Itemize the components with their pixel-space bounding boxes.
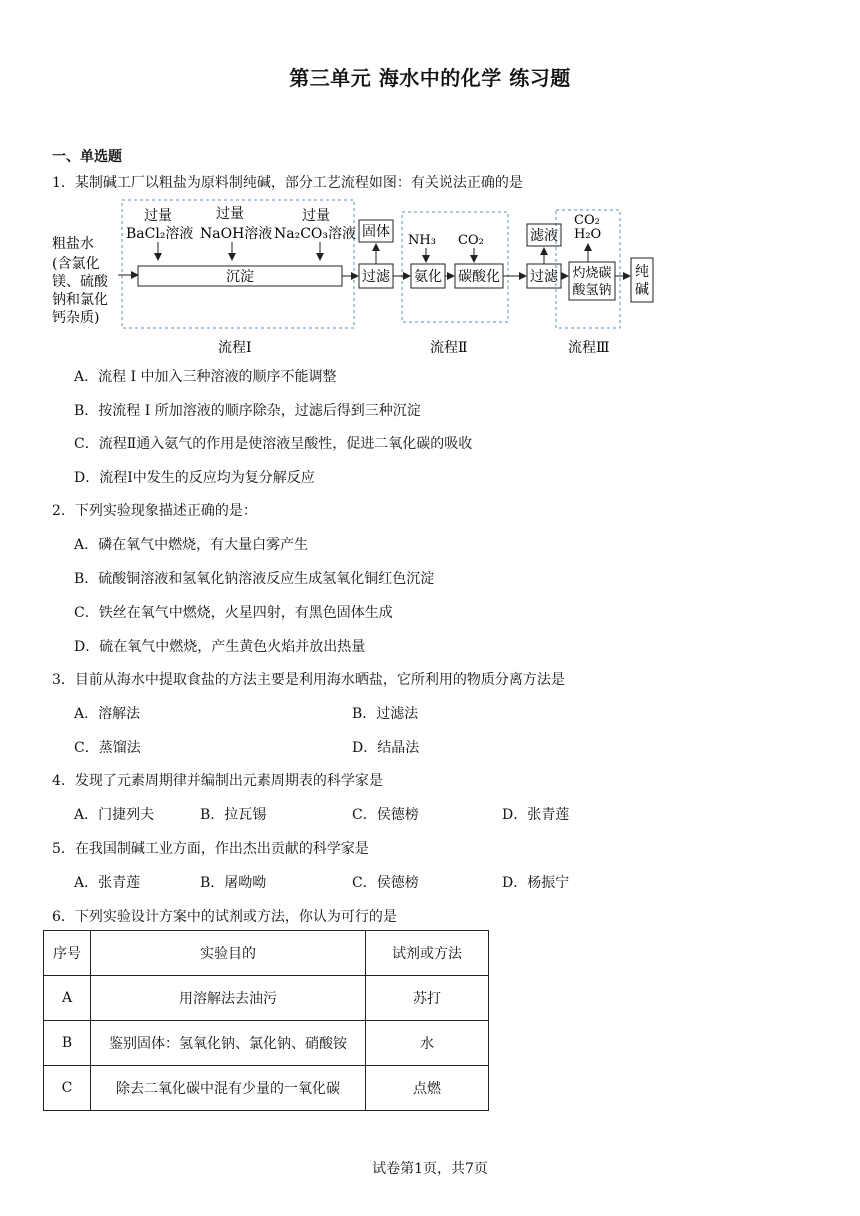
table-row <box>44 1066 489 1111</box>
question-4-stem: 4．发现了元素周期律并编制出元素周期表的科学家是 <box>52 773 383 789</box>
question-2-stem: 2．下列实验现象描述正确的是： <box>52 503 257 519</box>
q3-option-a: A．溶解法 <box>74 706 141 722</box>
filter-box-1: 过滤 <box>362 269 390 285</box>
q1-option-b: B．按流程 Ⅰ 所加溶液的顺序除杂，过滤后得到三种沉淀 <box>74 403 421 419</box>
process-1-label: 流程Ⅰ <box>218 340 252 356</box>
input-line-5: 钙杂质) <box>52 310 100 326</box>
table-header-cell: 试剂或方法 <box>366 931 489 976</box>
table-cell: 水 <box>366 1021 489 1066</box>
q5-option-c: C．侯德榜 <box>352 875 419 891</box>
q2-option-c: C．铁丝在氧气中燃烧，火星四射，有黑色固体生成 <box>74 605 393 621</box>
question-5-stem: 5．在我国制碱工业方面，作出杰出贡献的科学家是 <box>52 841 369 857</box>
reagent-3-amount: 过量 <box>302 208 330 224</box>
q1-option-c: C．流程Ⅱ通入氨气的作用是使溶液呈酸性，促进二氧化碳的吸收 <box>74 436 473 452</box>
reagent-3-name: Na₂CO₃溶液 <box>274 226 357 242</box>
table-cell: 用溶解法去油污 <box>91 976 366 1021</box>
q4-option-d: D．张青莲 <box>502 807 570 823</box>
question-6-stem: 6．下列实验设计方案中的试剂或方法，你认为可行的是 <box>52 909 397 925</box>
calcine-line-2: 酸氢钠 <box>572 283 612 298</box>
co2-out-label: CO₂ <box>574 213 600 228</box>
table-row <box>44 976 489 1021</box>
table-cell: 点燃 <box>366 1066 489 1111</box>
process-flow-diagram <box>50 198 660 358</box>
h2o-out-label: H₂O <box>574 227 602 242</box>
calcine-line-1: 灼烧碳 <box>572 266 612 281</box>
process-3-label: 流程Ⅲ <box>568 340 610 356</box>
table-cell: C <box>44 1066 91 1111</box>
q3-option-d: D．结晶法 <box>352 740 420 756</box>
table-cell: B <box>44 1021 91 1066</box>
table-cell: 除去二氧化碳中混有少量的一氧化碳 <box>91 1066 366 1111</box>
reagent-2-amount: 过量 <box>216 206 244 222</box>
co2-in-label: CO₂ <box>458 233 484 248</box>
table-cell: 鉴别固体：氢氧化钠、氯化钠、硝酸铵 <box>91 1021 366 1066</box>
carbonation-box: 碳酸化 <box>458 269 500 285</box>
input-line-1: 粗盐水 <box>52 236 94 252</box>
table-header-cell: 序号 <box>44 931 91 976</box>
q1-option-d: D．流程Ⅰ中发生的反应均为复分解反应 <box>74 470 315 486</box>
input-line-2: (含氯化 <box>52 256 100 272</box>
q5-option-d: D．杨振宁 <box>502 875 570 891</box>
reagent-1-name: BaCl₂溶液 <box>126 226 194 242</box>
q2-option-d: D．硫在氧气中燃烧，产生黄色火焰并放出热量 <box>74 639 366 655</box>
q4-option-b: B．拉瓦锡 <box>200 807 267 823</box>
table-cell: A <box>44 976 91 1021</box>
process-2-label: 流程Ⅱ <box>430 340 468 356</box>
solid-box: 固体 <box>362 224 390 240</box>
table-cell: 苏打 <box>366 976 489 1021</box>
q1-option-a: A．流程 Ⅰ 中加入三种溶液的顺序不能调整 <box>74 369 337 385</box>
reagent-2-name: NaOH溶液 <box>200 226 273 242</box>
table-header-cell: 实验目的 <box>91 931 366 976</box>
filter-box-2: 过滤 <box>530 269 558 285</box>
reagent-1-amount: 过量 <box>144 208 172 224</box>
table-row <box>44 1021 489 1066</box>
nh3-label: NH₃ <box>408 233 436 248</box>
q2-option-b: B．硫酸铜溶液和氢氧化钠溶液反应生成氢氧化铜红色沉淀 <box>74 571 435 587</box>
filtrate-box: 滤液 <box>530 228 558 244</box>
q3-option-c: C．蒸馏法 <box>74 740 141 756</box>
q4-option-a: A．门捷列夫 <box>74 807 155 823</box>
input-line-3: 镁、硫酸 <box>52 274 108 290</box>
section-heading: 一、单选题 <box>52 149 122 165</box>
q5-option-a: A．张青莲 <box>74 875 141 891</box>
page-title: 第三单元 海水中的化学 练习题 <box>289 66 571 90</box>
product-line-1: 纯 <box>635 264 649 280</box>
q4-option-c: C．侯德榜 <box>352 807 419 823</box>
q3-option-b: B．过滤法 <box>352 706 419 722</box>
product-line-2: 碱 <box>635 282 649 298</box>
precipitate-box: 沉淀 <box>226 269 254 285</box>
page-footer: 试卷第1页，共7页 <box>372 1161 488 1177</box>
question-3-stem: 3．目前从海水中提取食盐的方法主要是利用海水晒盐，它所利用的物质分离方法是 <box>52 672 565 688</box>
table-header-row <box>44 931 489 976</box>
ammoniation-box: 氨化 <box>414 269 442 285</box>
q5-option-b: B．屠呦呦 <box>200 875 267 891</box>
input-line-4: 钠和氯化 <box>52 292 108 308</box>
experiment-table <box>43 930 489 1111</box>
question-1-stem: 1．某制碱工厂以粗盐为原料制纯碱，部分工艺流程如图：有关说法正确的是 <box>52 175 523 191</box>
q2-option-a: A．磷在氧气中燃烧，有大量白雾产生 <box>74 537 309 553</box>
